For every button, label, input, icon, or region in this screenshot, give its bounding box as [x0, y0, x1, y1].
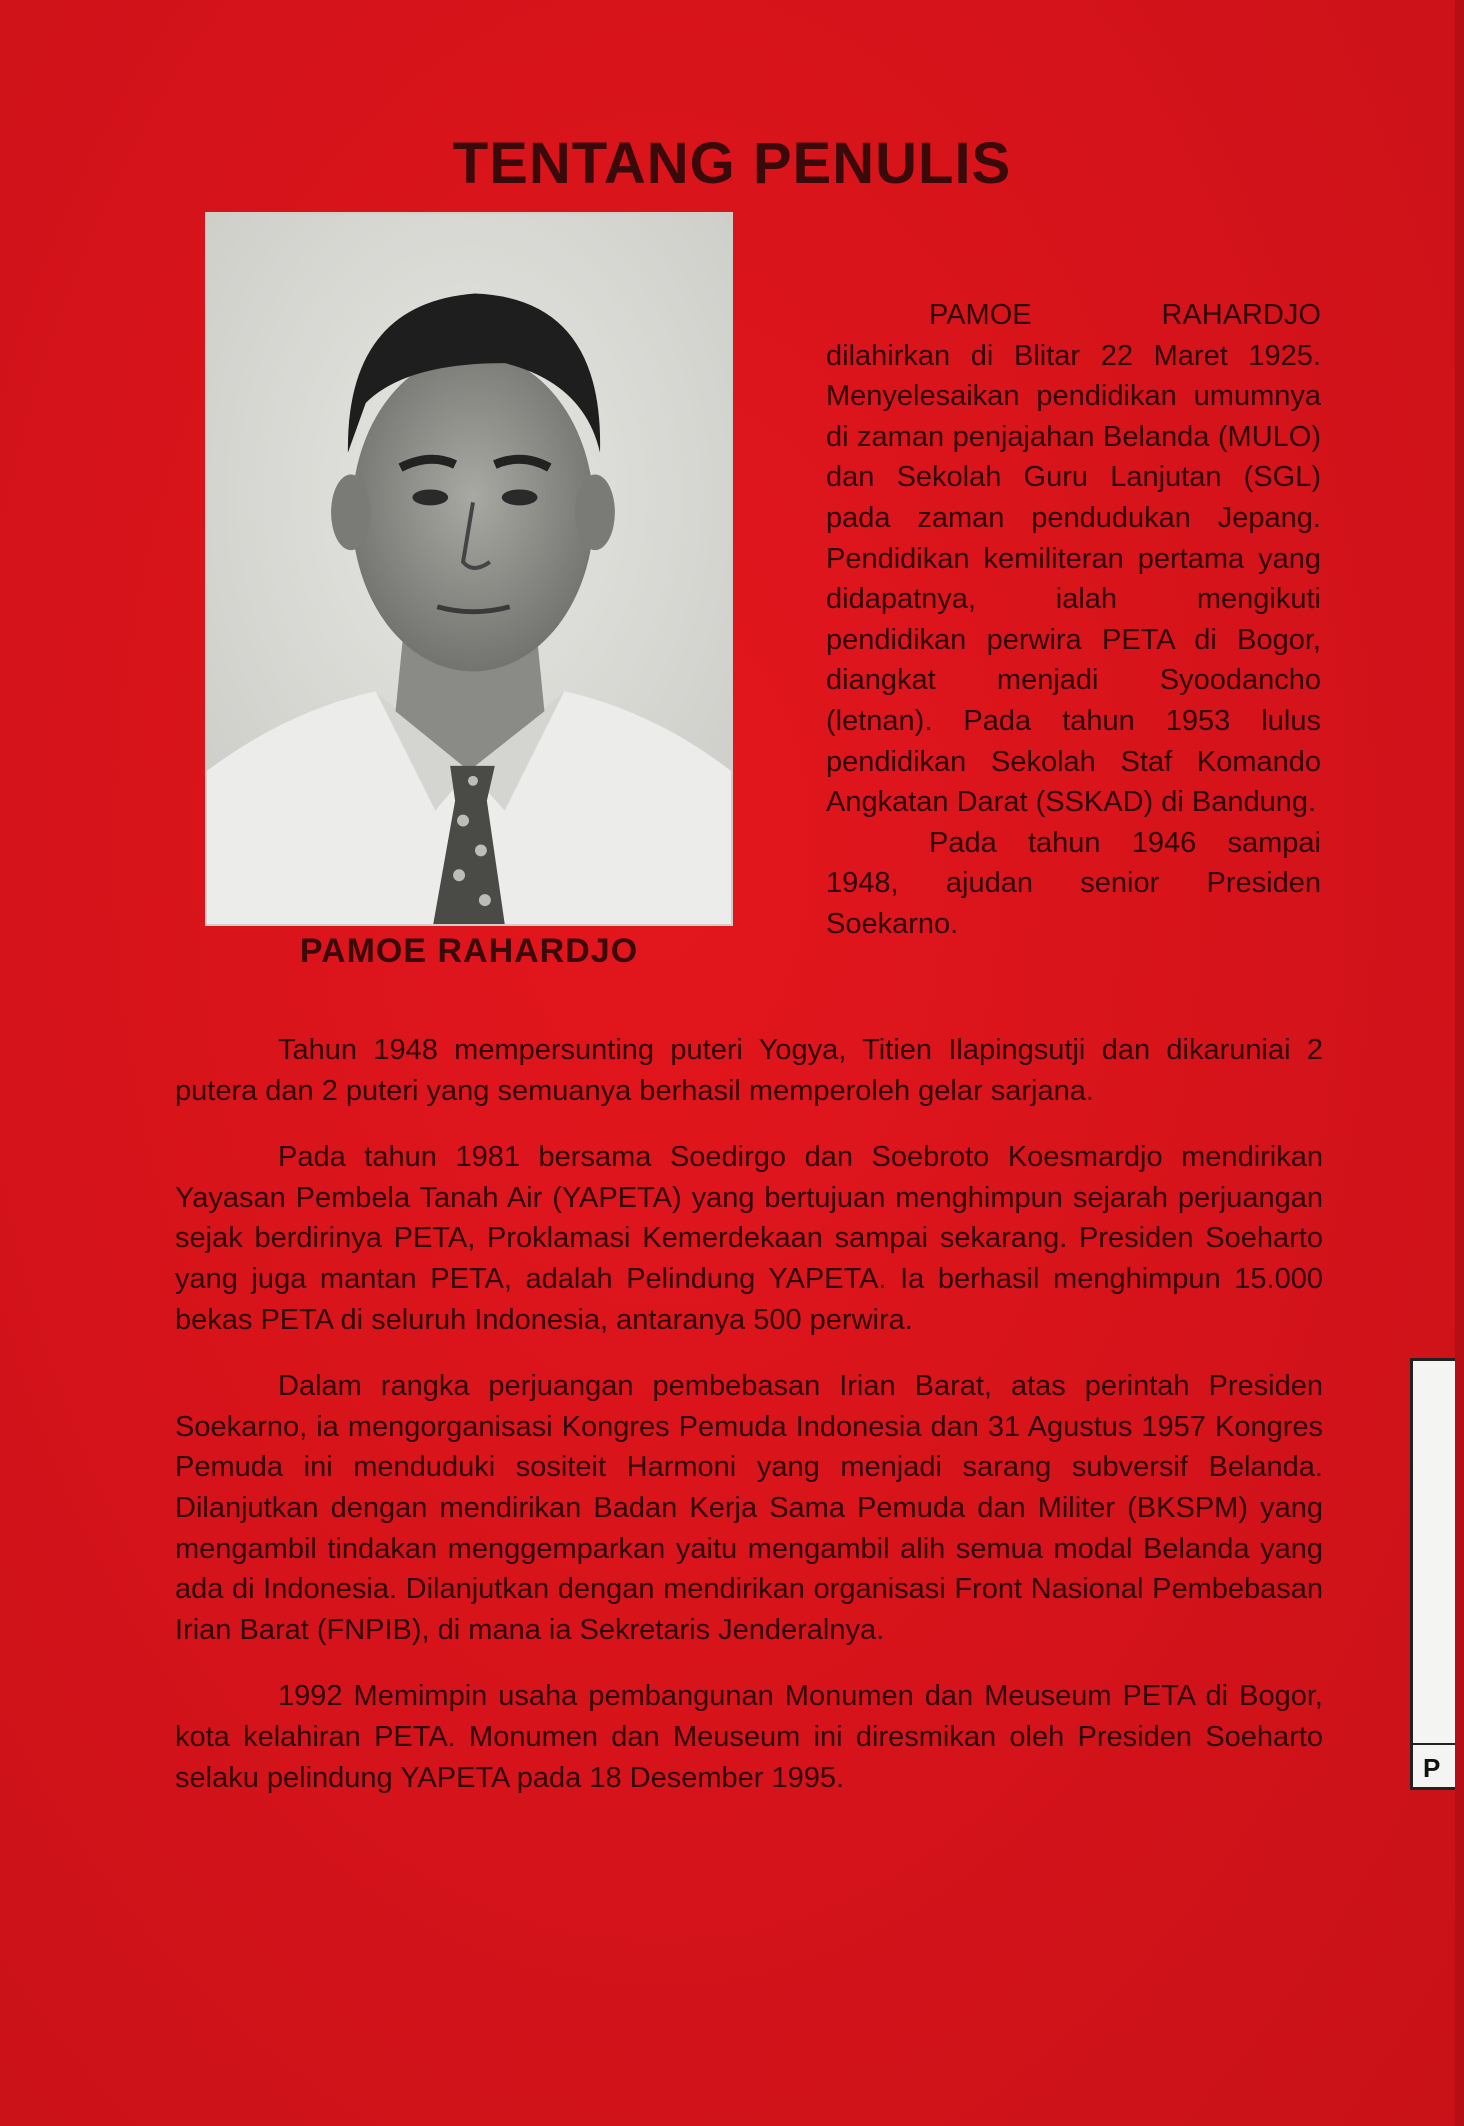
body-paragraph: Tahun 1948 mempersunting puteri Yogya, Titien Ilapingsutji dan dikaruniai 2 putera dan 2 puteri yang semuanya berhasil memperoleh gelar sarjana. [175, 1034, 1323, 1107]
body-paragraph: Dalam rangka perjuangan pembebasan Irian Barat, atas perintah Presiden Soekarno, ia mengorganisasi Kongres Pemuda Indonesia dan 31 Agustus 1957 Kongres Pemuda ini menduduki sositeit Harmoni yang menjadi sarang subversif Belanda. Dilanjutkan dengan mendirikan Badan Kerja Sama Pemuda dan Militer (BKSPM) yang mengambil tindakan menggemparkan yaitu mengambil alih semua modal Belanda yang ada di Indonesia. Dilanjutkan dengan mendirikan organisasi Front Nasional Pembebasan Irian Barat (FNPIB), di mana ia Sekretaris Jenderalnya. [175, 1370, 1323, 1646]
sticker-label: P [1423, 1753, 1441, 1783]
cover-edge [1455, 0, 1464, 2126]
side-paragraph: PAMOE RAHARDJO dilahirkan di Blitar 22 Maret 1925. Menyelesaikan pendidikan umumnya di zaman penjajahan Belanda (MULO) dan Sekolah Guru Lanjutan (SGL) pada zaman pendudukan Jepang. Pendidikan kemiliteran pertama yang didapatnya, ialah mengikuti pendidikan perwira PETA di Bogor, diangkat menjadi Syoodancho (letnan). Pada tahun 1953 lulus pendidikan Sekolah Staf Komando Angkatan Darat (SSKAD) di Bandung. [826, 299, 1321, 819]
side-biography [826, 295, 1321, 945]
photo-caption: PAMOE RAHARDJO [299, 932, 639, 970]
author-portrait [205, 212, 733, 926]
body-paragraph: 1992 Memimpin usaha pembangunan Monumen dan Meuseum PETA di Bogor, kota kelahiran PETA. Monumen dan Meuseum ini diresmikan oleh Presiden Soeharto selaku pelindung YAPETA pada 18 Desember 1995. [175, 1680, 1323, 1794]
main-biography [175, 1030, 1323, 1824]
side-paragraph: Pada tahun 1946 sampai 1948, ajudan senior Presiden Soekarno. [826, 826, 1321, 940]
page-title: TENTANG PENULIS [452, 131, 1012, 196]
body-paragraph: Pada tahun 1981 bersama Soedirgo dan Soebroto Koesmardjo mendirikan Yayasan Pembela Tanah Air (YAPETA) yang bertujuan menghimpun sejarah perjuangan sejak berdirinya PETA, Proklamasi Kemerdekaan sampai sekarang. Presiden Soeharto yang juga mantan PETA, adalah Pelindung YAPETA. Ia berhasil menghimpun 15.000 bekas PETA di seluruh Indonesia, antaranya 500 perwira. [175, 1141, 1323, 1336]
